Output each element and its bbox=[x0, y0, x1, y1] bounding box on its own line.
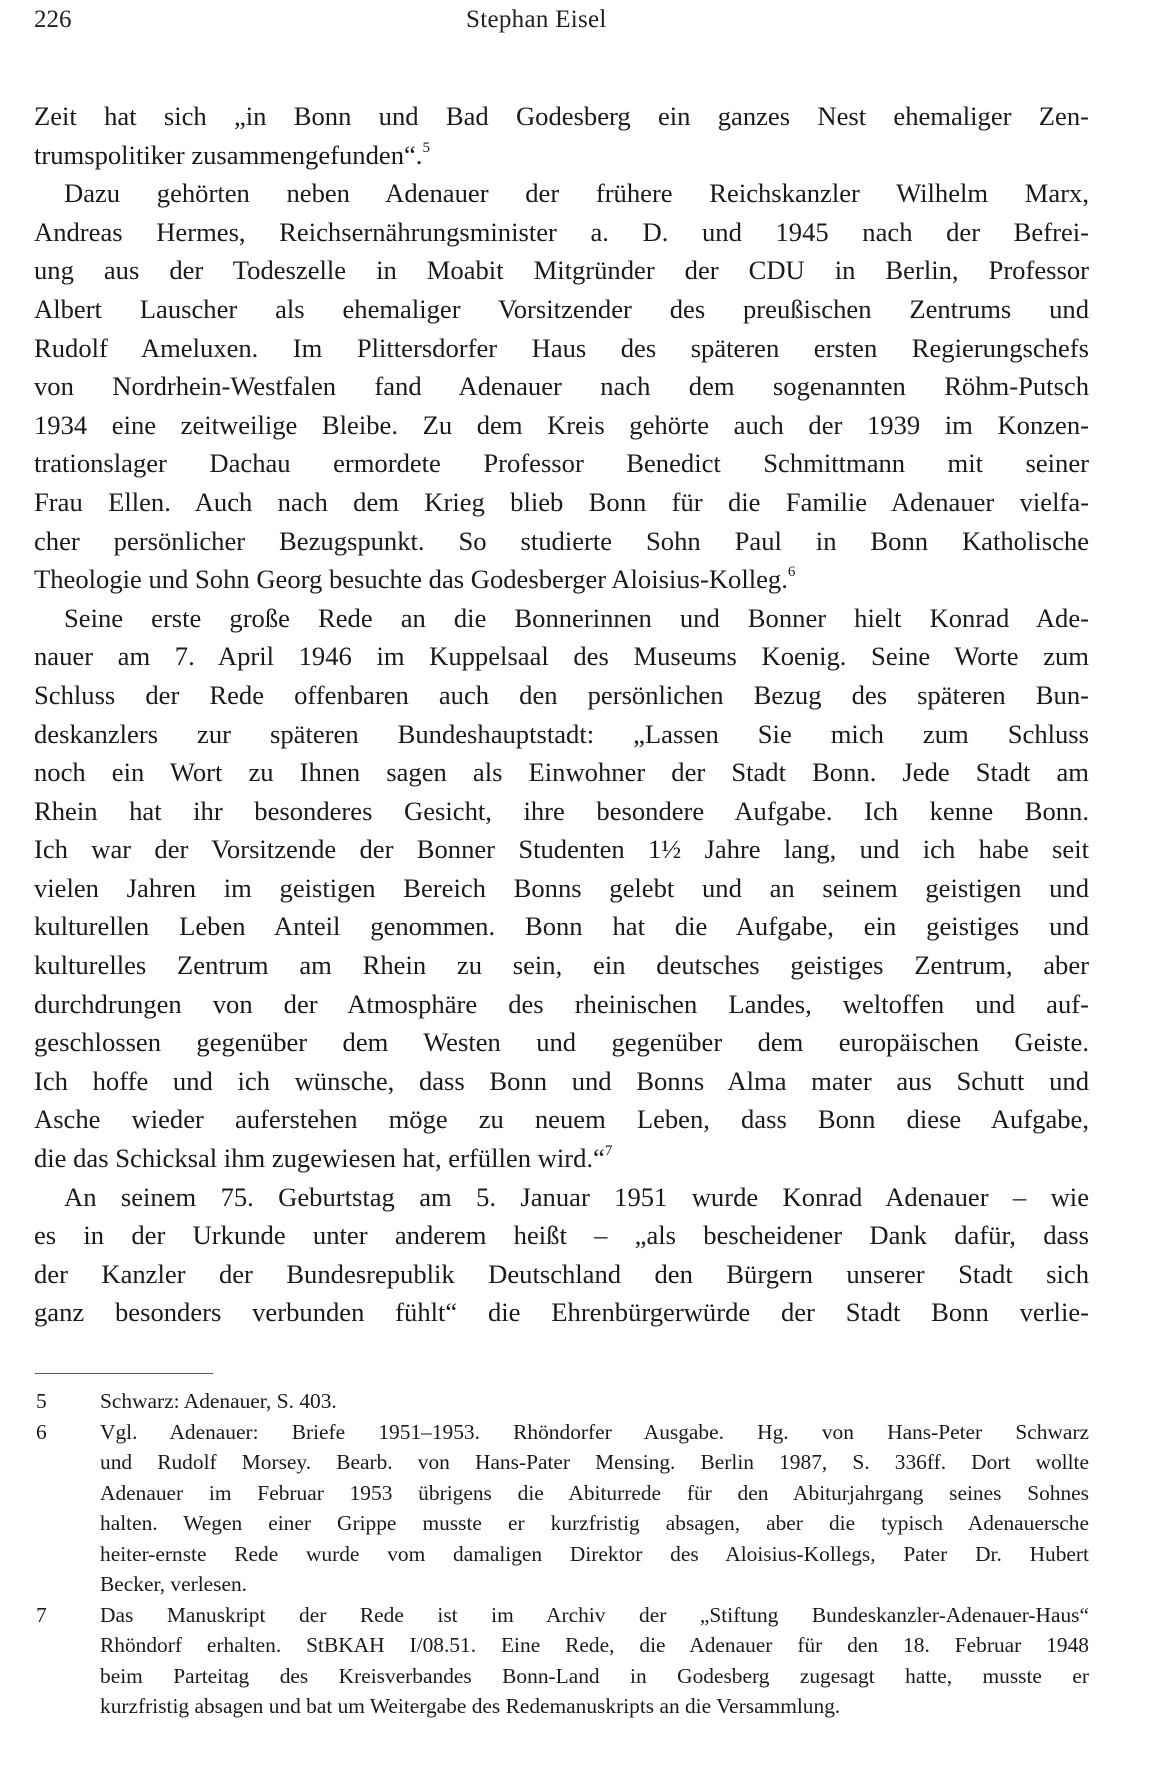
body-line: der Kanzler der Bundesrepublik Deutschland den Bürgern unserer Stadt sich bbox=[34, 1258, 1089, 1289]
footnote-ref[interactable]: 6 bbox=[787, 564, 796, 581]
body-line: kulturelles Zentrum am Rhein zu sein, ein deutsches geistiges Zentrum, aber bbox=[34, 950, 1089, 981]
footnote-6 bbox=[34, 1417, 1089, 1600]
footnote-ref[interactable]: 7 bbox=[604, 1143, 613, 1160]
body-line: kulturellen Leben Anteil genommen. Bonn hat die Aufgabe, ein geistiges und bbox=[34, 911, 1089, 942]
body-line: Asche wieder auferstehen möge zu neuem Leben, dass Bonn diese Aufgabe, bbox=[34, 1104, 1089, 1135]
footnote-7 bbox=[34, 1600, 1089, 1722]
footnote-line: heiter-ernste Rede wurde vom damaligen Direktor des Aloisius-Kollegs, Pater Dr. Hubert bbox=[100, 1541, 1089, 1566]
footnote-line: Adenauer im Februar 1953 übrigens die Abiturrede für den Abiturjahrgang seines Sohnes bbox=[100, 1480, 1089, 1505]
body-line: nauer am 7. April 1946 im Kuppelsaal des Museums Koenig. Seine Worte zum bbox=[34, 641, 1089, 672]
body-line: von Nordrhein-Westfalen fand Adenauer nach dem sogenannten Röhm-Putsch bbox=[34, 371, 1089, 402]
body-line: Rudolf Ameluxen. Im Plittersdorfer Haus des späteren ersten Regierungschefs bbox=[34, 332, 1089, 363]
footnote-divider bbox=[35, 1373, 213, 1374]
footnote-line: Becker, verlesen. bbox=[100, 1572, 248, 1596]
page-header bbox=[34, 2, 1089, 42]
body-line: Ich war der Vorsitzende der Bonner Studenten 1½ Jahre lang, und ich habe seit bbox=[34, 834, 1089, 865]
body-line: Zeit hat sich „in Bonn und Bad Godesberg ein ganzes Nest ehemaliger Zen- bbox=[34, 101, 1089, 131]
footnote-line: Rhöndorf erhalten. StBKAH I/08.51. Eine Rede, die Adenauer für den 18. Februar 1948 bbox=[100, 1633, 1089, 1657]
paragraph-start: An seinem 75. Geburtstag am 5. Januar 1951 wurde Konrad Adenauer – wie bbox=[64, 1181, 1089, 1212]
body-line: ung aus der Todeszelle in Moabit Mitgründer der CDU in Berlin, Professor bbox=[34, 255, 1089, 286]
footnote-ref[interactable]: 5 bbox=[422, 139, 430, 156]
body-line: ganz besonders verbunden fühlt“ die Ehrenbürgerwürde der Stadt Bonn verlie- bbox=[34, 1297, 1089, 1328]
footnotes bbox=[34, 1386, 1089, 1722]
page-number: 226 bbox=[34, 6, 72, 33]
footnote-number: 6 bbox=[36, 1419, 47, 1444]
footnote-line: Vgl. Adenauer: Briefe 1951–1953. Rhöndorfer Ausgabe. Hg. von Hans-Peter Schwarz bbox=[100, 1419, 1089, 1444]
footnote-line: Schwarz: Adenauer, S. 403. bbox=[100, 1389, 337, 1413]
body-line: Albert Lauscher als ehemaliger Vorsitzender des preußischen Zentrums und bbox=[34, 293, 1089, 324]
body-line: die das Schicksal ihm zugewiesen hat, erfüllen wird.“$^7$ bbox=[34, 1143, 613, 1174]
footnote-line: halten. Wegen einer Grippe musste er kurzfristig absagen, aber die typisch Adenauersche bbox=[100, 1511, 1089, 1535]
body-line: 1934 eine zeitweilige Bleibe. Zu dem Kreis gehörte auch der 1939 im Konzen- bbox=[34, 409, 1089, 440]
body-line: Andreas Hermes, Reichsernährungsminister a. D. und 1945 nach der Befrei- bbox=[34, 216, 1089, 247]
body-line: Frau Ellen. Auch nach dem Krieg blieb Bonn für die Familie Adenauer vielfa- bbox=[34, 486, 1089, 517]
body-line: trumspolitiker zusammengefunden“.$^5$ bbox=[34, 139, 430, 170]
body-line: geschlossen gegenüber dem Westen und gegenüber dem europäischen Geiste. bbox=[34, 1027, 1089, 1058]
body-line: Rhein hat ihr besonderes Gesicht, ihre besondere Aufgabe. Ich kenne Bonn. bbox=[34, 795, 1089, 826]
footnote-5 bbox=[34, 1386, 1089, 1417]
footnote-line: Das Manuskript der Rede ist im Archiv der „Stiftung Bundeskanzler-Adenauer-Haus“ bbox=[100, 1602, 1089, 1627]
body-line: durchdrungen von der Atmosphäre des rheinischen Landes, weltoffen und auf- bbox=[34, 988, 1089, 1019]
body-line: trationslager Dachau ermordete Professor Benedict Schmittmann mit seiner bbox=[34, 448, 1089, 479]
body-line: Schluss der Rede offenbaren auch den persönlichen Bezug des späteren Bun- bbox=[34, 679, 1089, 710]
running-head-author: Stephan Eisel bbox=[466, 6, 607, 33]
footnote-line: kurzfristig absagen und bat um Weitergabe des Redemanuskripts an die Versammlung. bbox=[100, 1694, 841, 1718]
footnote-number: 5 bbox=[36, 1389, 47, 1413]
body-line: cher persönlicher Bezugspunkt. So studierte Sohn Paul in Bonn Katholische bbox=[34, 525, 1089, 556]
paragraph-start: Dazu gehörten neben Adenauer der frühere Reichskanzler Wilhelm Marx, bbox=[64, 178, 1089, 209]
paragraph-start: Seine erste große Rede an die Bonnerinnen und Bonner hielt Konrad Ade- bbox=[64, 602, 1089, 633]
body-line: Ich hoffe und ich wünsche, dass Bonn und Bonns Alma mater aus Schutt und bbox=[34, 1065, 1089, 1096]
body-line: noch ein Wort zu Ihnen sagen als Einwohner der Stadt Bonn. Jede Stadt am bbox=[34, 757, 1089, 788]
body-line: es in der Urkunde unter anderem heißt – „als bescheidener Dank dafür, dass bbox=[34, 1220, 1089, 1251]
footnote-number: 7 bbox=[36, 1602, 47, 1627]
body-text bbox=[34, 97, 1089, 1332]
footnote-line: beim Parteitag des Kreisverbandes Bonn-Land in Godesberg zugesagt hatte, musste er bbox=[100, 1663, 1089, 1688]
body-line: Theologie und Sohn Georg besuchte das Godesberger Aloisius-Kolleg.$^6$ bbox=[34, 564, 796, 595]
body-line: deskanzlers zur späteren Bundeshauptstadt: „Lassen Sie mich zum Schluss bbox=[34, 718, 1089, 749]
body-line: vielen Jahren im geistigen Bereich Bonns gelebt und an seinem geistigen und bbox=[34, 872, 1089, 903]
footnote-line: und Rudolf Morsey. Bearb. von Hans-Pater Mensing. Berlin 1987, S. 336ff. Dort wollte bbox=[100, 1450, 1089, 1474]
